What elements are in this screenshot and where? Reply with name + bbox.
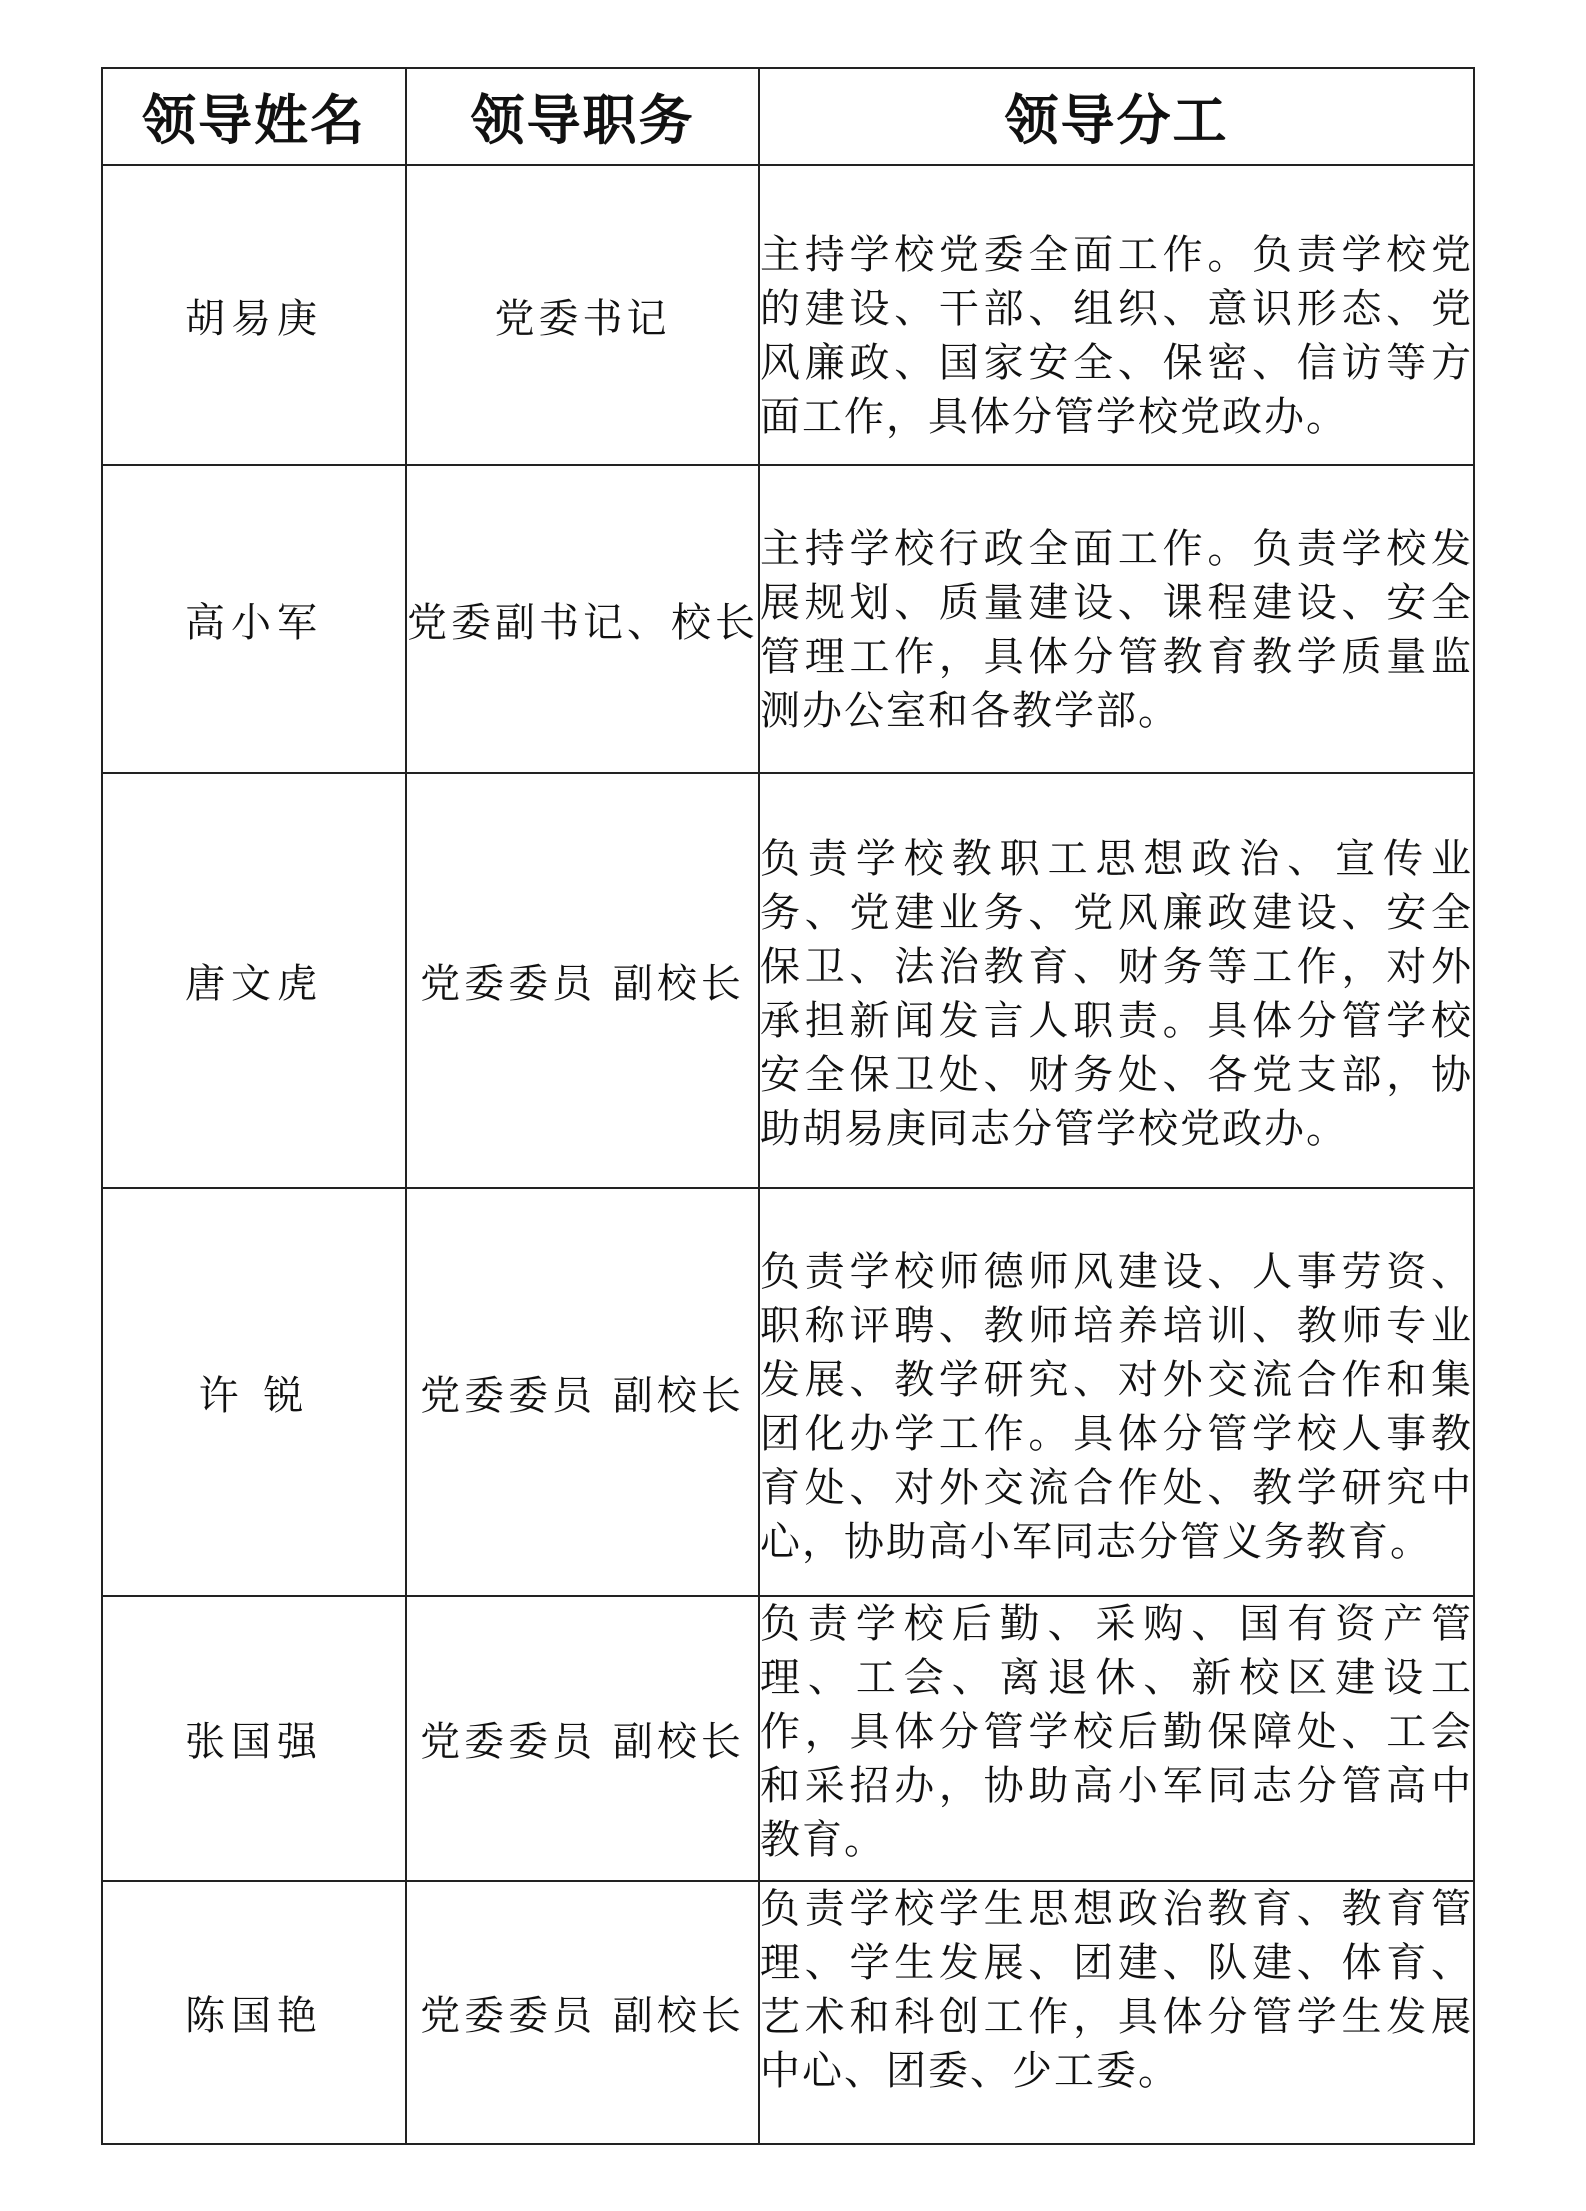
leader-post: 党委委员 副校长 <box>406 1188 759 1596</box>
leader-name: 高小军 <box>102 465 406 773</box>
leader-post: 党委书记 <box>406 165 759 465</box>
header-leader-duty: 领导分工 <box>759 68 1474 165</box>
leadership-duty-table <box>101 67 1475 2145</box>
leader-name: 张国强 <box>102 1596 406 1881</box>
leader-duty: 负责学校教职工思想政治、宣传业务、党建业务、党风廉政建设、安全保卫、法治教育、财务等工作，对外承担新闻发言人职责。具体分管学校安全保卫处、财务处、各党支部，协助胡易庚同志分管学校党政办。 <box>759 773 1474 1188</box>
leader-post: 党委委员 副校长 <box>406 1881 759 2144</box>
leader-name: 许 锐 <box>102 1188 406 1596</box>
leader-name: 唐文虎 <box>102 773 406 1188</box>
leader-post: 党委委员 副校长 <box>406 773 759 1188</box>
table-row <box>102 1188 1474 1596</box>
leader-post: 党委副书记、校长 <box>406 465 759 773</box>
leader-duty: 负责学校后勤、采购、国有资产管理、工会、离退休、新校区建设工作，具体分管学校后勤保障处、工会和采招办，协助高小军同志分管高中教育。 <box>759 1596 1474 1881</box>
table-row <box>102 165 1474 465</box>
header-leader-name: 领导姓名 <box>102 68 406 165</box>
table-row <box>102 773 1474 1188</box>
leader-duty: 主持学校行政全面工作。负责学校发展规划、质量建设、课程建设、安全管理工作，具体分管教育教学质量监测办公室和各教学部。 <box>759 465 1474 773</box>
leader-post: 党委委员 副校长 <box>406 1596 759 1881</box>
leader-name: 陈国艳 <box>102 1881 406 2144</box>
table-row <box>102 1881 1474 2144</box>
header-leader-post: 领导职务 <box>406 68 759 165</box>
table-row <box>102 1596 1474 1881</box>
table-header-row <box>102 68 1474 165</box>
leader-name: 胡易庚 <box>102 165 406 465</box>
table-row <box>102 465 1474 773</box>
leader-duty: 负责学校学生思想政治教育、教育管理、学生发展、团建、队建、体育、艺术和科创工作，具体分管学生发展中心、团委、少工委。 <box>759 1881 1474 2144</box>
leader-duty: 负责学校师德师风建设、人事劳资、职称评聘、教师培养培训、教师专业发展、教学研究、对外交流合作和集团化办学工作。具体分管学校人事教育处、对外交流合作处、教学研究中心，协助高小军同志分管义务教育。 <box>759 1188 1474 1596</box>
leader-duty: 主持学校党委全面工作。负责学校党的建设、干部、组织、意识形态、党风廉政、国家安全、保密、信访等方面工作，具体分管学校党政办。 <box>759 165 1474 465</box>
